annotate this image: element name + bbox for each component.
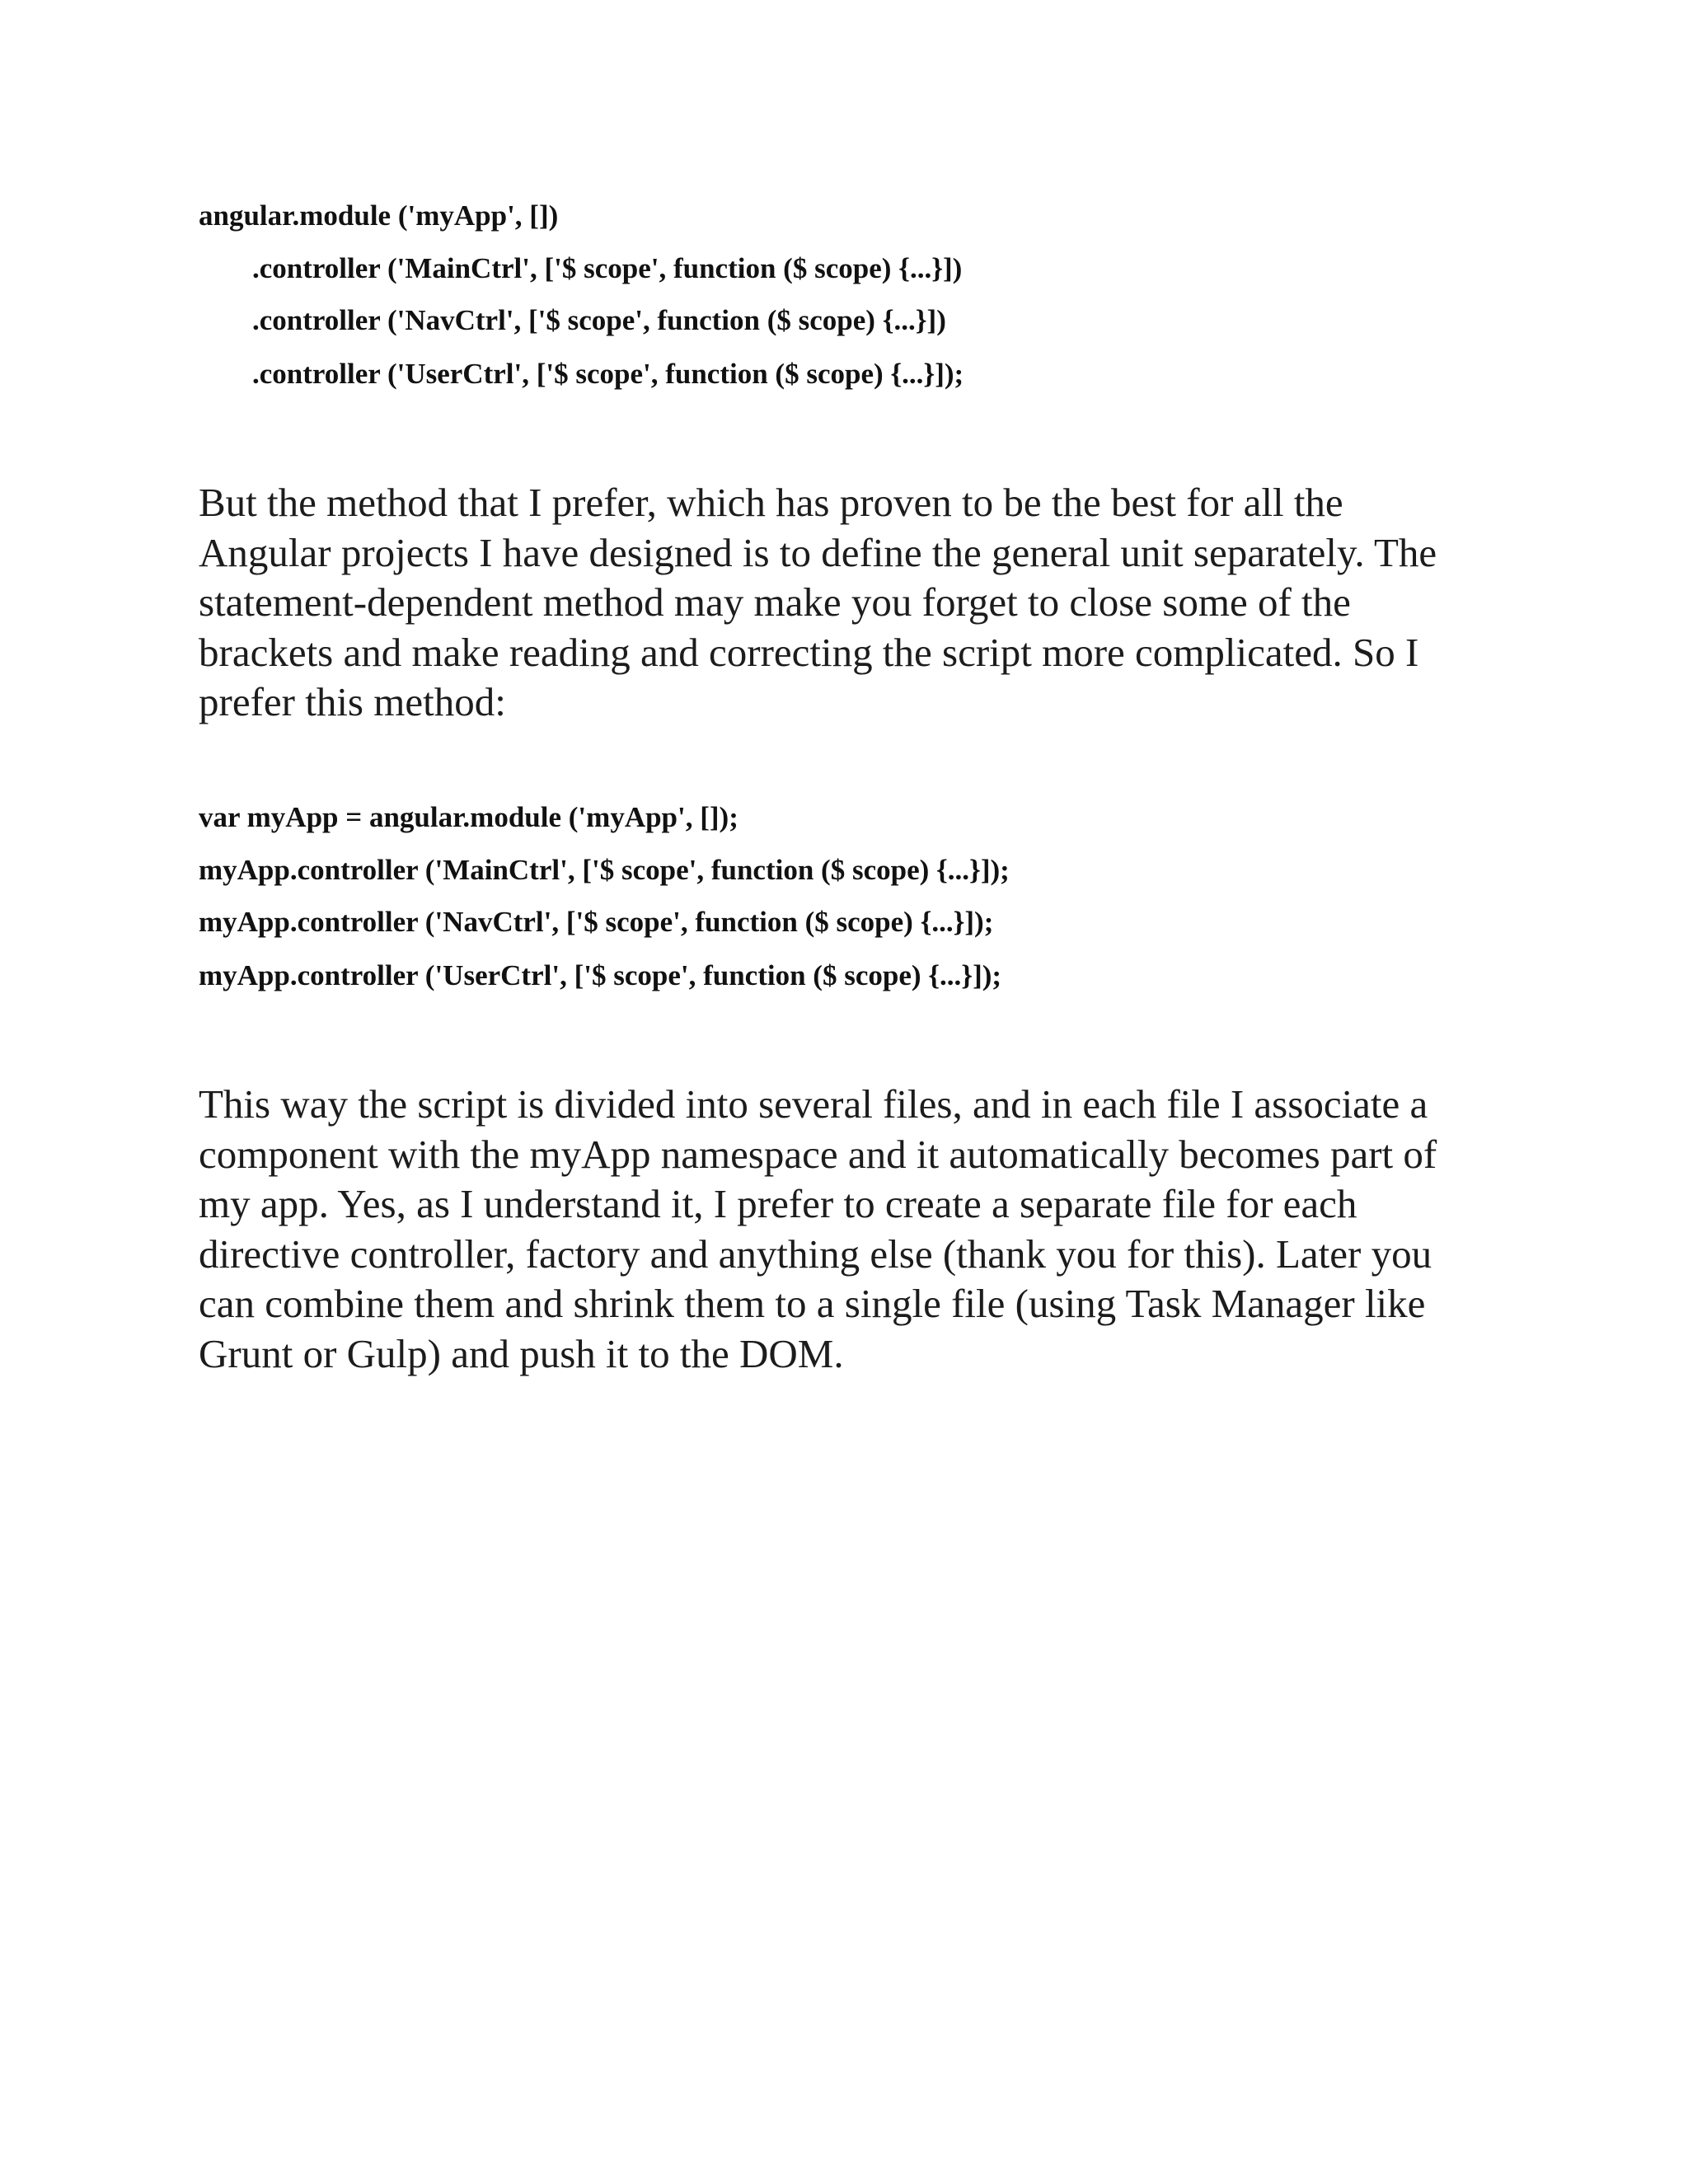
text-line: This way the script is divided into several files, and in each file I associate a: [199, 1081, 1428, 1127]
code-line: .controller ('UserCtrl', ['$ scope', function ($ scope) {...}]);: [252, 358, 964, 390]
code-block-chained: [199, 198, 964, 396]
code-block-separate: [199, 799, 1010, 997]
code-line: .controller ('MainCtrl', ['$ scope', function ($ scope) {...}]): [252, 252, 963, 284]
text-line: my app. Yes, as I understand it, I prefer to create a separate file for each: [199, 1181, 1357, 1226]
paragraph-file-organization: [199, 1080, 1484, 1379]
text-line: brackets and make reading and correcting the script more complicated. So I: [199, 629, 1419, 675]
code-line: myApp.controller ('NavCtrl', ['$ scope', function ($ scope) {...}]);: [199, 906, 994, 938]
paragraph-preferred-method: [199, 478, 1484, 728]
text-line: Grunt or Gulp) and push it to the DOM.: [199, 1330, 844, 1376]
code-line: var myApp = angular.module ('myApp', []);: [199, 801, 738, 833]
text-line: can combine them and shrink them to a single file (using Task Manager like: [199, 1281, 1426, 1326]
text-line: prefer this method:: [199, 679, 506, 724]
code-line: angular.module ('myApp', []): [199, 199, 559, 232]
code-line: myApp.controller ('MainCtrl', ['$ scope', function ($ scope) {...}]);: [199, 854, 1010, 886]
text-line: directive controller, factory and anything else (thank you for this). Later you: [199, 1230, 1432, 1277]
text-line: But the method that I prefer, which has proven to be the best for all the: [199, 480, 1343, 525]
text-line: Angular projects I have designed is to define the general unit separately. The: [199, 529, 1437, 575]
text-line: component with the myApp namespace and it automatically becomes part of: [199, 1131, 1437, 1177]
code-line: myApp.controller ('UserCtrl', ['$ scope', function ($ scope) {...}]);: [199, 959, 1002, 991]
code-line: .controller ('NavCtrl', ['$ scope', function ($ scope) {...}]): [252, 304, 946, 336]
text-line: statement-dependent method may make you forget to close some of the: [199, 579, 1351, 625]
